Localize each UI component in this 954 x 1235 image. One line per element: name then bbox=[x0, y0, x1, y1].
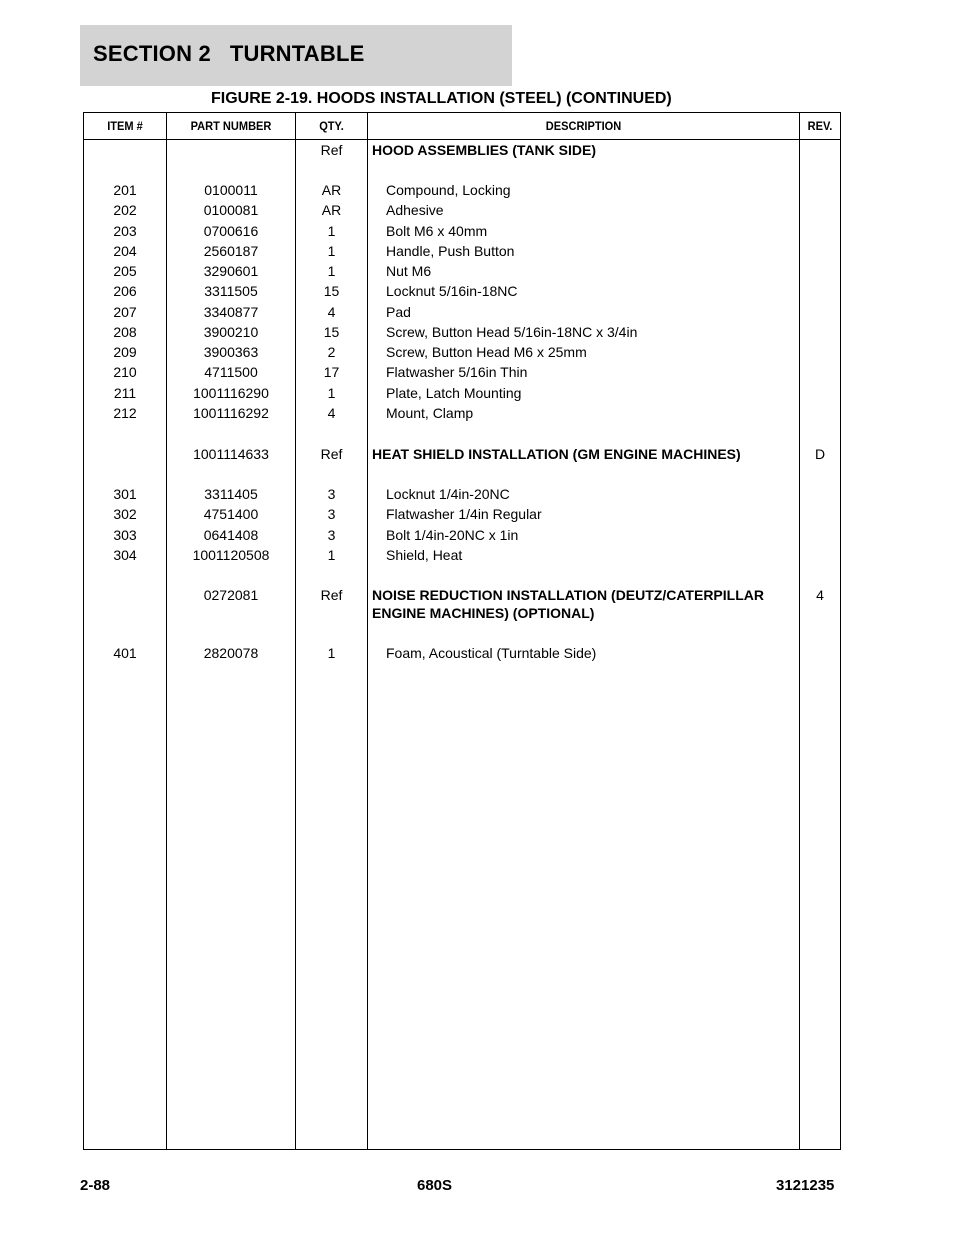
table-row bbox=[84, 262, 840, 280]
table-row bbox=[84, 242, 840, 260]
part-number: 1001120508 bbox=[192, 547, 270, 563]
model-number: 680S bbox=[417, 1177, 453, 1194]
table-row bbox=[84, 201, 840, 219]
part-number: 2820078 bbox=[203, 645, 259, 661]
quantity: Ref bbox=[320, 446, 343, 462]
table-row bbox=[84, 343, 840, 361]
item-number: 209 bbox=[113, 344, 137, 360]
item-number: 212 bbox=[113, 405, 137, 421]
item-number: 202 bbox=[113, 202, 137, 218]
description: Flatwasher 5/16in Thin bbox=[386, 364, 528, 380]
quantity: 3 bbox=[327, 506, 336, 522]
table-row bbox=[84, 485, 840, 503]
table-row bbox=[84, 323, 840, 341]
table-row bbox=[84, 282, 840, 300]
quantity: 1 bbox=[327, 243, 336, 259]
part-number: 0641408 bbox=[203, 527, 259, 543]
part-number: 1001114633 bbox=[193, 446, 269, 462]
quantity: 1 bbox=[327, 547, 336, 563]
part-number: 1001116292 bbox=[193, 405, 269, 421]
part-number: 4711500 bbox=[204, 364, 258, 380]
description: Shield, Heat bbox=[386, 547, 463, 563]
description: Screw, Button Head 5/16in-18NC x 3/4in bbox=[386, 324, 638, 340]
description: Bolt 1/4in-20NC x 1in bbox=[386, 527, 519, 543]
description: NOISE REDUCTION INSTALLATION (DEUTZ/CATERPILLAR ENGINE MACHINES) (OPTIONAL) bbox=[372, 587, 764, 621]
item-number: 304 bbox=[113, 547, 137, 563]
quantity: 1 bbox=[327, 645, 336, 661]
table-row bbox=[84, 363, 840, 381]
description: Mount, Clamp bbox=[386, 405, 474, 421]
revision: D bbox=[814, 446, 826, 462]
table-row bbox=[84, 181, 840, 199]
quantity: 15 bbox=[323, 324, 340, 340]
item-number: 208 bbox=[113, 324, 137, 340]
description: Foam, Acoustical (Turntable Side) bbox=[386, 645, 597, 661]
item-number: 207 bbox=[113, 304, 137, 320]
table-row bbox=[84, 222, 840, 240]
quantity: 1 bbox=[327, 263, 336, 279]
part-number: 3311405 bbox=[204, 486, 258, 502]
column-header-part-number: PART NUMBER bbox=[190, 119, 272, 133]
quantity: AR bbox=[321, 182, 342, 198]
table-row bbox=[84, 505, 840, 523]
description: Locknut 1/4in-20NC bbox=[386, 486, 510, 502]
description: Screw, Button Head M6 x 25mm bbox=[386, 344, 587, 360]
description: Handle, Push Button bbox=[386, 243, 515, 259]
quantity: 2 bbox=[327, 344, 336, 360]
description: Adhesive bbox=[386, 202, 444, 218]
part-number: 3900363 bbox=[203, 344, 259, 360]
description: Flatwasher 1/4in Regular bbox=[386, 506, 542, 522]
table-row bbox=[84, 526, 840, 544]
quantity: 1 bbox=[327, 223, 336, 239]
table-row bbox=[84, 644, 840, 662]
table-row bbox=[84, 303, 840, 321]
item-number: 204 bbox=[113, 243, 137, 259]
document-number: 3121235 bbox=[776, 1177, 835, 1194]
description: Plate, Latch Mounting bbox=[386, 385, 522, 401]
item-number: 301 bbox=[113, 486, 137, 502]
part-number: 3290601 bbox=[203, 263, 259, 279]
figure-title: FIGURE 2-19. HOODS INSTALLATION (STEEL) (CONTINUED) bbox=[211, 90, 672, 107]
item-number: 211 bbox=[113, 385, 137, 401]
item-number: 302 bbox=[113, 506, 137, 522]
column-header-qty: QTY. bbox=[319, 119, 344, 133]
item-number: 206 bbox=[113, 283, 137, 299]
item-number: 303 bbox=[113, 527, 137, 543]
part-number: 1001116290 bbox=[193, 385, 269, 401]
part-number: 0100081 bbox=[203, 202, 259, 218]
table-row bbox=[84, 546, 840, 564]
part-number: 4751400 bbox=[203, 506, 259, 522]
quantity: 17 bbox=[323, 364, 340, 380]
column-header-description: DESCRIPTION bbox=[545, 119, 622, 133]
part-number: 3340877 bbox=[203, 304, 259, 320]
table-row bbox=[84, 404, 840, 422]
item-number: 201 bbox=[113, 182, 137, 198]
part-number: 0272081 bbox=[203, 587, 259, 603]
part-number: 3900210 bbox=[203, 324, 259, 340]
item-number: 210 bbox=[113, 364, 137, 380]
table-row bbox=[84, 384, 840, 402]
table-row bbox=[84, 141, 840, 159]
quantity: 15 bbox=[323, 283, 340, 299]
section-title: SECTION 2 TURNTABLE bbox=[93, 40, 365, 66]
part-number: 0100011 bbox=[204, 182, 258, 198]
part-number: 0700616 bbox=[203, 223, 259, 239]
section-header bbox=[80, 25, 512, 86]
table-row bbox=[84, 586, 840, 621]
item-number: 205 bbox=[113, 263, 137, 279]
quantity: AR bbox=[321, 202, 342, 218]
item-number: 203 bbox=[113, 223, 137, 239]
quantity: 1 bbox=[327, 385, 336, 401]
quantity: 4 bbox=[327, 405, 336, 421]
header-divider bbox=[84, 139, 840, 140]
description: Bolt M6 x 40mm bbox=[386, 223, 488, 239]
description: HOOD ASSEMBLIES (TANK SIDE) bbox=[372, 142, 597, 158]
revision: 4 bbox=[816, 587, 824, 603]
parts-table bbox=[83, 112, 841, 1150]
part-number: 2560187 bbox=[203, 243, 259, 259]
page-number: 2-88 bbox=[80, 1177, 111, 1194]
description: HEAT SHIELD INSTALLATION (GM ENGINE MACHINES) bbox=[372, 446, 741, 462]
description: Compound, Locking bbox=[386, 182, 511, 198]
quantity: Ref bbox=[320, 142, 343, 158]
description: Locknut 5/16in-18NC bbox=[386, 283, 518, 299]
column-header-rev: REV. bbox=[807, 119, 833, 133]
item-number: 401 bbox=[113, 645, 137, 661]
quantity: 4 bbox=[327, 304, 336, 320]
quantity: 3 bbox=[327, 527, 336, 543]
column-header-item: ITEM # bbox=[107, 119, 143, 133]
quantity: 3 bbox=[327, 486, 336, 502]
description: Nut M6 bbox=[386, 263, 432, 279]
quantity: Ref bbox=[320, 587, 343, 603]
description: Pad bbox=[386, 304, 411, 320]
part-number: 3311505 bbox=[204, 283, 258, 299]
table-row bbox=[84, 445, 840, 463]
